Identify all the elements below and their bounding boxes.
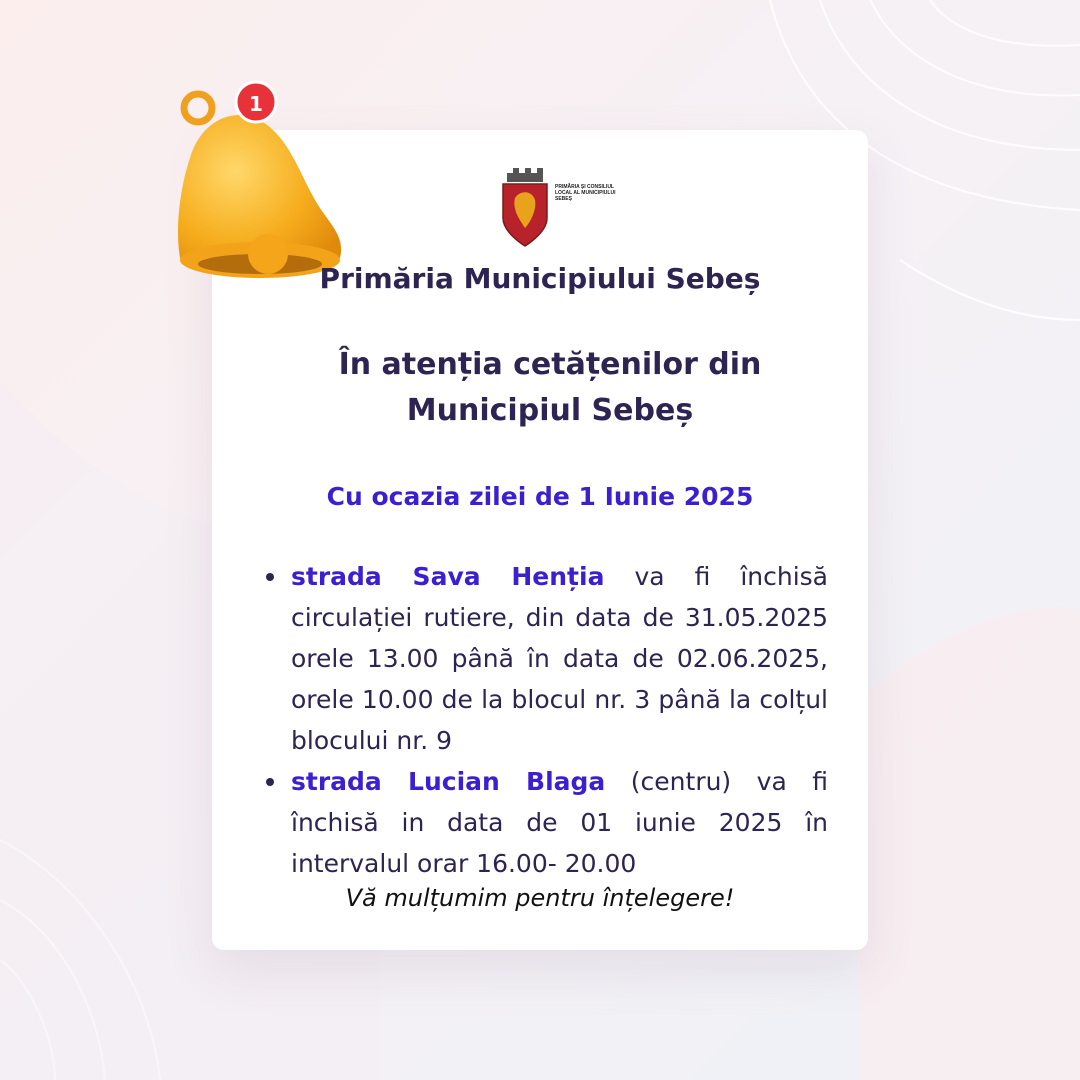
city-logo <box>500 168 620 248</box>
thank-you-note: Vă mulțumim pentru înțelegere! <box>345 884 735 912</box>
item-text: va fi închisă circulației rutiere, din data de 31.05.2025 orele 13.00 până în data de 02.06.2025, orele 10.00 de la blocul nr. 3 până la colțul blocului nr. 9 <box>291 562 828 755</box>
coat-of-arms-icon <box>500 168 550 248</box>
street-name: strada Lucian Blaga <box>291 767 606 796</box>
bullet-dot <box>266 778 274 786</box>
list-item <box>258 761 828 884</box>
notification-badge: 1 <box>249 92 263 116</box>
logo-caption: PRIMĂRIA ȘI CONSILIUL LOCAL AL MUNICIPIULUI SEBEȘ <box>555 184 616 202</box>
street-name: strada Sava Henția <box>291 562 605 591</box>
organization-title: Primăria Municipiului Sebeș <box>319 262 761 295</box>
bullet-dot <box>266 573 274 581</box>
closure-list <box>258 556 828 884</box>
item-text: (centru) va fi închisă in data de 01 iunie 2025 în intervalul orar 16.00- 20.00 <box>291 767 829 878</box>
headline: În atenția cetățenilor din Municipiul Sebeș <box>338 347 762 428</box>
list-item <box>258 556 828 761</box>
occasion-subtitle: Cu ocazia zilei de 1 Iunie 2025 <box>326 482 754 511</box>
